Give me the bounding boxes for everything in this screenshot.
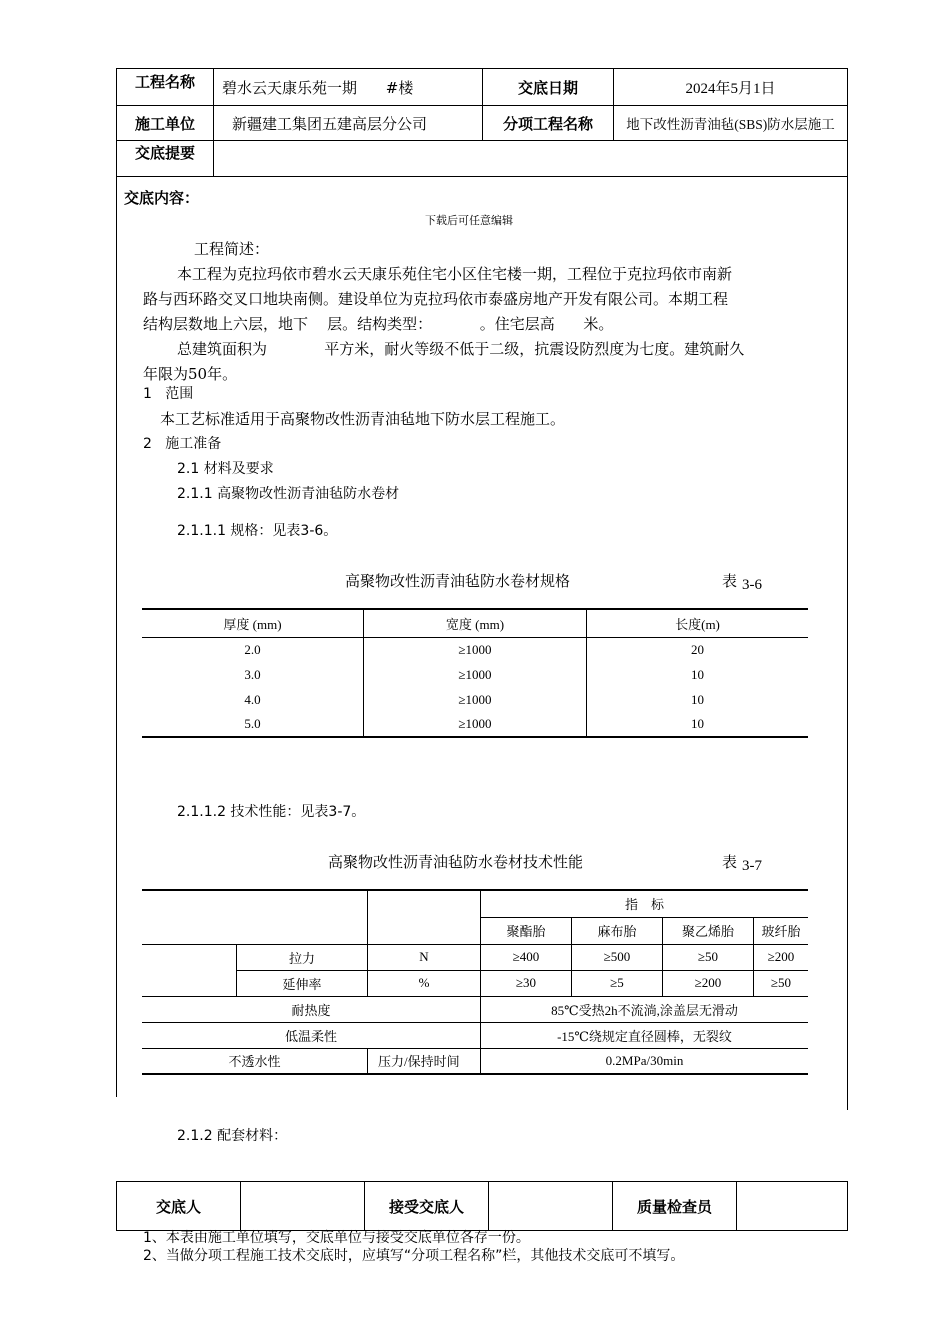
table37-cell: ≥30 xyxy=(481,970,572,996)
table37-cell: ≥5 xyxy=(572,970,663,996)
table36-no-prefix: 表 xyxy=(722,572,738,590)
table36 xyxy=(142,608,808,738)
date-label: 交底日期 xyxy=(483,69,614,106)
table37-subheader: 玻纤胎 xyxy=(754,917,809,944)
table37-cold-value: -15℃绕规定直径圆棒，无裂纹 xyxy=(481,1022,809,1048)
construction-unit-value: 新疆建工集团五建高层分公司 xyxy=(214,106,483,141)
table37-subheader: 聚酯胎 xyxy=(481,917,572,944)
overview-title: 工程简述： xyxy=(194,240,270,258)
table37-cell: ≥50 xyxy=(663,944,754,970)
table36-cell: ≥1000 xyxy=(364,662,587,687)
discloser-label: 交底人 xyxy=(117,1182,241,1231)
section-2-1-1-1: 2.1.1.1 规格：见表3-6。 xyxy=(177,523,338,539)
table37-elong-unit: % xyxy=(368,970,481,996)
table37-tension-unit: N xyxy=(368,944,481,970)
table36-header-length: 长度(m) xyxy=(587,609,809,637)
table36-title: 高聚物改性沥青油毡防水卷材规格 xyxy=(345,572,571,590)
table37-tension-label: 拉力 xyxy=(237,944,368,970)
section-1-title: 1 范围 xyxy=(143,386,194,402)
table36-cell: ≥1000 xyxy=(364,712,587,737)
date-value: 2024年5月1日 xyxy=(614,69,848,106)
table-row xyxy=(142,1022,808,1048)
table37-heat-label: 耐热度 xyxy=(142,996,481,1022)
section-2-1-1-2: 2.1.1.2 技术性能：见表3-7。 xyxy=(177,804,366,820)
project-name-label: 工程名称 xyxy=(117,69,214,106)
table-row xyxy=(142,1048,808,1074)
table37-elong-label: 延伸率 xyxy=(237,970,368,996)
download-note: 下载后可任意编辑 xyxy=(425,214,513,227)
signature-table xyxy=(116,1181,848,1231)
receiver-signature[interactable] xyxy=(489,1182,613,1231)
frame-right-border xyxy=(847,175,848,1110)
table36-cell: ≥1000 xyxy=(364,637,587,662)
table-row xyxy=(142,712,808,737)
table36-header-thickness: 厚度 (mm) xyxy=(142,609,364,637)
footer-note-1: 1、本表由施工单位填写，交底单位与接受交底单位各存一份。 xyxy=(143,1230,530,1246)
inspector-label: 质量检查员 xyxy=(613,1182,737,1231)
table37-water-label: 不透水性 xyxy=(142,1048,368,1074)
table37-cell: ≥200 xyxy=(754,944,809,970)
project-name-cell xyxy=(214,69,483,106)
building-no: #楼 xyxy=(385,78,414,97)
table37-subheader: 聚乙烯胎 xyxy=(663,917,754,944)
table36-cell: 10 xyxy=(691,691,704,707)
table37-index-header: 指 标 xyxy=(481,890,809,917)
table-row xyxy=(142,944,808,970)
overview-p2-l2: 年限为50年。 xyxy=(143,365,238,383)
table36-cell: 3.0 xyxy=(142,662,364,687)
frame-left-border xyxy=(116,175,117,1097)
table36-no: 3-6 xyxy=(742,577,762,593)
table36-cell: 2.0 xyxy=(142,637,364,662)
section-2-title: 2 施工准备 xyxy=(143,436,222,452)
table-row xyxy=(142,970,808,996)
table37-empty-group xyxy=(142,944,237,996)
section-1-text: 本工艺标准适用于高聚物改性沥青油毡地下防水层工程施工。 xyxy=(160,410,566,428)
footer-note-2: 2、当做分项工程施工技术交底时，应填写“分项工程名称”栏，其他技术交底可不填写。 xyxy=(143,1248,685,1264)
table36-cell: 10 xyxy=(691,666,704,682)
inspector-signature[interactable] xyxy=(737,1182,848,1231)
table-row xyxy=(142,687,808,712)
table37-cell: ≥200 xyxy=(663,970,754,996)
table37-cell: ≥50 xyxy=(754,970,809,996)
project-name-value: 碧水云天康乐苑一期 xyxy=(222,78,358,97)
table37-cold-label: 低温柔性 xyxy=(142,1022,481,1048)
discloser-signature[interactable] xyxy=(241,1182,365,1231)
table37-no: 3-7 xyxy=(742,858,762,874)
table37-subheader: 麻布胎 xyxy=(572,917,663,944)
overview-p1-l3: 结构层数地上六层，地下 层。结构类型： 。住宅层高 米。 xyxy=(143,315,614,333)
table-row xyxy=(142,996,808,1022)
table37-no-prefix: 表 xyxy=(722,853,738,871)
content-heading: 交底内容： xyxy=(124,189,200,207)
table36-cell: 10 xyxy=(587,712,809,737)
overview-p1-l1: 本工程为克拉玛依市碧水云天康乐苑住宅小区住宅楼一期，工程位于克拉玛依市南新 xyxy=(177,265,733,283)
overview-p1-l2: 路与西环路交叉口地块南侧。建设单位为克拉玛依市泰盛房地产开发有限公司。本期工程 xyxy=(143,290,729,308)
table37-title: 高聚物改性沥青油毡防水卷材技术性能 xyxy=(328,853,584,871)
table36-cell: 20 xyxy=(691,641,704,657)
table36-cell: 4.0 xyxy=(142,687,364,712)
summary-label: 交底提要 xyxy=(117,141,214,177)
table37-water-sub: 压力/保持时间 xyxy=(368,1048,481,1074)
table37-water-value: 0.2MPa/30min xyxy=(481,1048,809,1074)
summary-value xyxy=(214,141,848,177)
table37-empty-header xyxy=(142,890,368,944)
table37-empty-unit-header xyxy=(368,890,481,944)
construction-unit-label: 施工单位 xyxy=(117,106,214,141)
table37-cell: ≥400 xyxy=(481,944,572,970)
table36-cell: 5.0 xyxy=(142,712,364,737)
table36-cell: ≥1000 xyxy=(364,687,587,712)
table37 xyxy=(142,889,808,1075)
table37-cell: ≥500 xyxy=(572,944,663,970)
section-2-1: 2.1 材料及要求 xyxy=(177,461,274,477)
header-table xyxy=(116,68,848,177)
section-2-1-2: 2.1.2 配套材料： xyxy=(177,1128,288,1144)
section-2-1-1: 2.1.1 高聚物改性沥青油毡防水卷材 xyxy=(177,486,400,502)
receiver-label: 接受交底人 xyxy=(365,1182,489,1231)
table36-header-width: 宽度 (mm) xyxy=(364,609,587,637)
table-row xyxy=(142,637,808,662)
table37-heat-value: 85℃受热2h不流淌,涂盖层无滑动 xyxy=(481,996,809,1022)
sub-project-label: 分项工程名称 xyxy=(483,106,614,141)
sub-project-value: 地下改性沥青油毡(SBS)防水层施工 xyxy=(614,106,848,141)
overview-p2-l1: 总建筑面积为 平方米，耐火等级不低于二级，抗震设防烈度为七度。建筑耐久 xyxy=(177,340,745,358)
table-row xyxy=(142,662,808,687)
